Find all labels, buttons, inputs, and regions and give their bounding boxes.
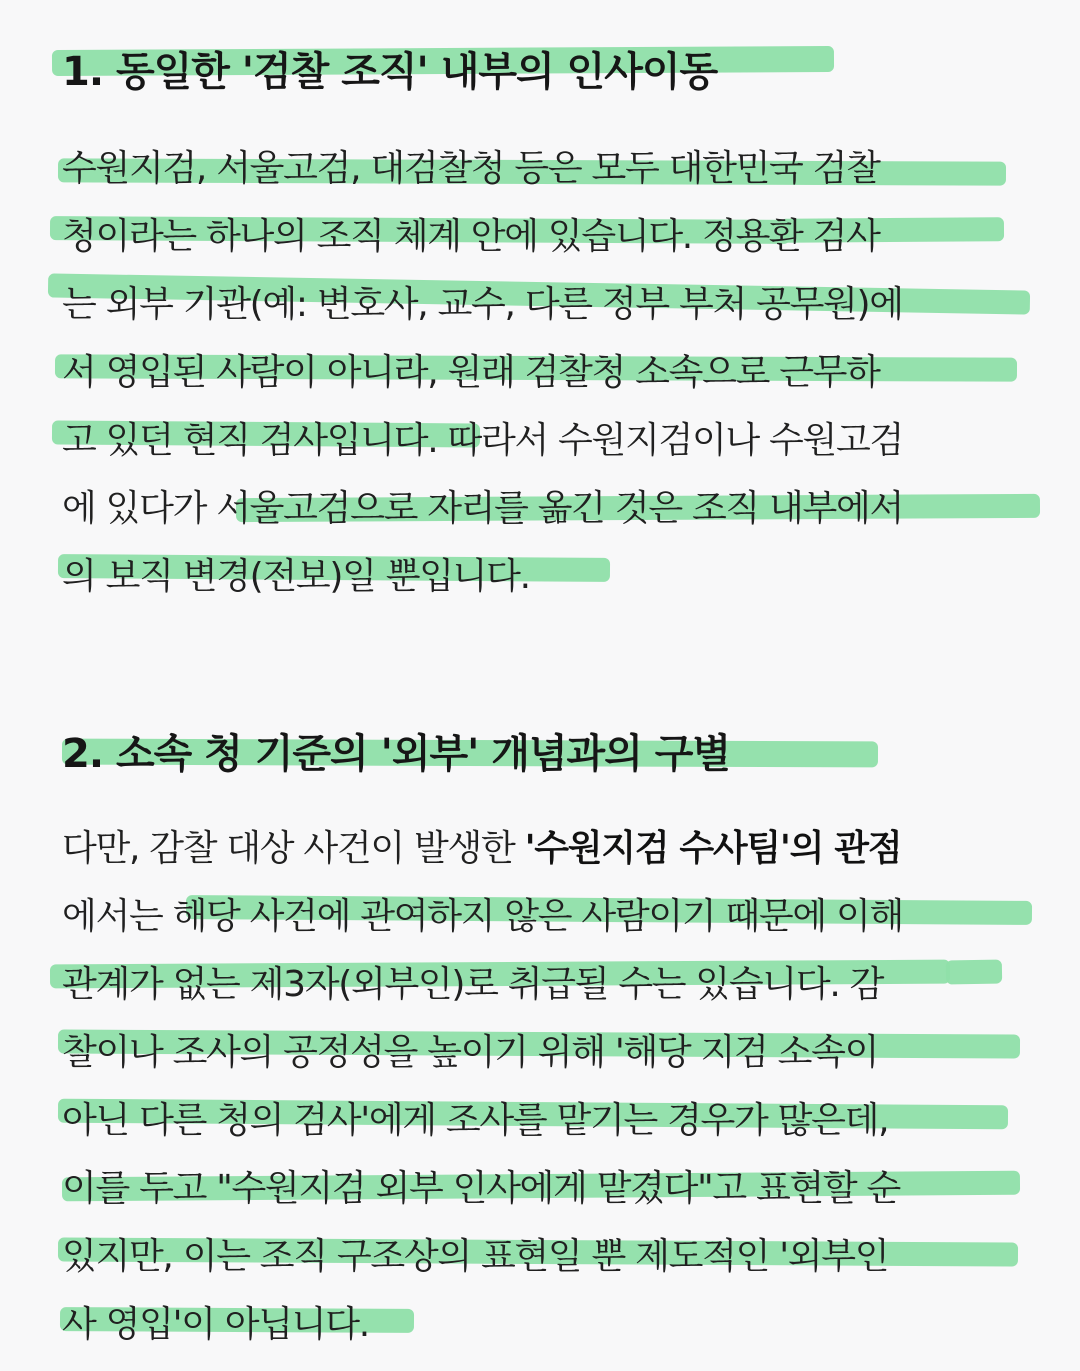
section-2-line xyxy=(62,820,901,871)
section-2-line-text: 다만, 감찰 대상 사건이 발생한 xyxy=(62,828,525,869)
highlight-stroke xyxy=(946,960,1002,985)
section-2-line: 있지만, 이는 조직 구조상의 표현일 뿐 제도적인 '외부인 xyxy=(62,1236,889,1277)
section-2-line: 아닌 다른 청의 검사'에게 조사를 맡기는 경우가 많은데, xyxy=(62,1100,889,1141)
section-1-line: 에 있다가 서울고검으로 자리를 옮긴 것은 조직 내부에서 xyxy=(62,488,903,529)
section-2-heading: 2. 소속 청 기준의 '외부' 개념과의 구별 xyxy=(62,731,731,777)
section-2-line: 관계가 없는 제3자(외부인)로 취급될 수는 있습니다. 감 xyxy=(62,964,884,1005)
section-1-line: 의 보직 변경(전보)일 뿐입니다. xyxy=(62,556,530,597)
section-1-line: 는 외부 기관(예: 변호사, 교수, 다른 정부 부처 공무원)에 xyxy=(62,284,903,325)
section-1-line: 서 영입된 사람이 아니라, 원래 검찰청 소속으로 근무하 xyxy=(62,352,880,393)
section-1-heading: 1. 동일한 '검찰 조직' 내부의 인사이동 xyxy=(62,49,718,95)
section-1-line: 수원지검, 서울고검, 대검찰청 등은 모두 대한민국 검찰 xyxy=(62,148,880,189)
section-2-line: 에서는 해당 사건에 관여하지 않은 사람이기 때문에 이해 xyxy=(62,896,903,937)
section-1-line: 고 있던 현직 검사입니다. 따라서 수원지검이나 수원고검 xyxy=(62,420,903,461)
emphasis-text: '수원지검 수사팀'의 관점 xyxy=(524,828,902,869)
section-2-line: 사 영입'이 아닙니다. xyxy=(62,1304,369,1345)
section-1-line: 청이라는 하나의 조직 체계 안에 있습니다. 정용환 검사 xyxy=(62,216,880,257)
section-2-line: 찰이나 조사의 공정성을 높이기 위해 '해당 지검 소속이 xyxy=(62,1032,879,1073)
section-2-line: 이를 두고 "수원지검 외부 인사에게 맡겼다"고 표현할 순 xyxy=(62,1168,900,1209)
